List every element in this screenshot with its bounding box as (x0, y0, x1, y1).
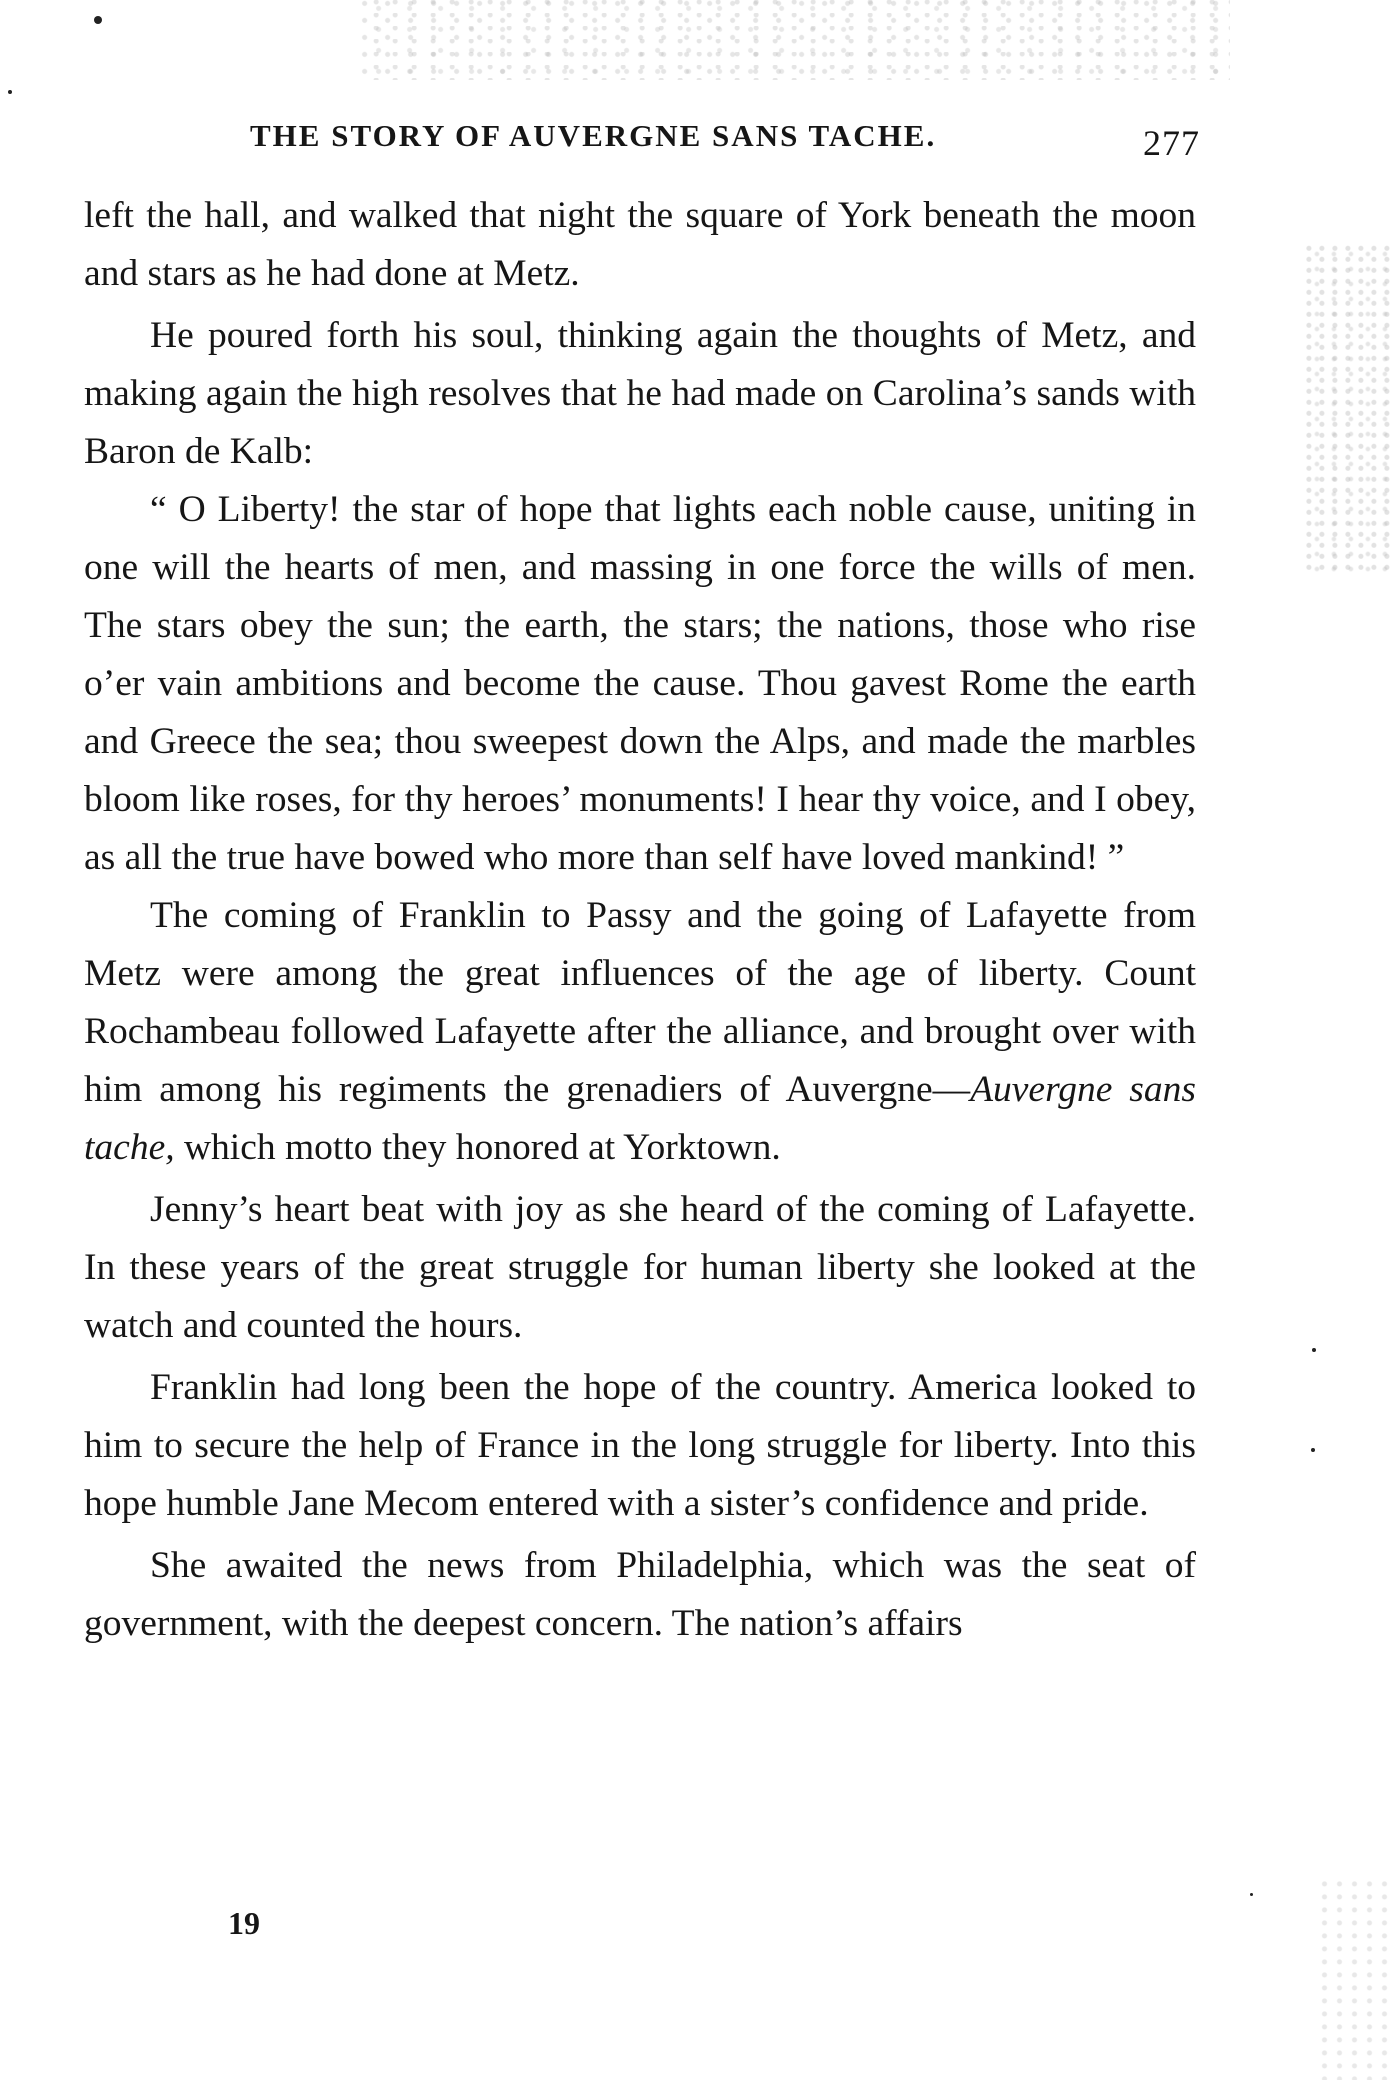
paragraph-text: The coming of Franklin to Passy and the going of Lafayette from Metz were among the great influences of the age of liberty. Count Rochambeau followed Lafayette after the alliance, and brought over with him among his regiments the grenadiers of Auvergne— (84, 895, 1196, 1110)
signature-mark: 19 (228, 1905, 260, 1941)
scan-noise-margin (1305, 245, 1390, 575)
scan-noise-margin-lower (1320, 1880, 1390, 2080)
scan-noise-top (360, 0, 1230, 80)
ink-speck (94, 16, 102, 24)
ink-speck (1312, 1348, 1316, 1352)
paragraph (84, 887, 1196, 1177)
paragraph: left the hall, and walked that night the square of York beneath the moon and stars as he had done at Metz. (84, 195, 1196, 294)
paragraph: He poured forth his soul, thinking again the thoughts of Metz, and making again the high resolves that he had made on Carolina’s sands with Baron de Kalb: (84, 315, 1196, 472)
paragraph: Franklin had long been the hope of the country. America looked to him to secure the help of France in the long struggle for liberty. Into this hope humble Jane Mecom entered with a sister’s confidence and pride. (84, 1367, 1196, 1524)
page-number: 277 (1143, 123, 1200, 163)
ink-speck (1311, 1448, 1315, 1452)
paragraph: She awaited the news from Philadelphia, which was the seat of government, with the deepest concern. The nation’s affairs (84, 1545, 1196, 1644)
running-head: THE STORY OF AUVERGNE SANS TACHE. (250, 118, 937, 153)
ink-speck (8, 90, 12, 94)
ink-speck (1250, 1893, 1253, 1896)
italic-motto: Auvergne sans tache, (84, 1069, 1196, 1168)
body-text (84, 187, 1196, 1653)
page-header (250, 118, 1200, 163)
paragraph: “ O Liberty! the star of hope that lights each noble cause, uniting in one will the hearts of men, and massing in one force the wills of men. The stars obey the sun; the earth, the stars; the nations, those who rise o’er vain ambitions and become the cause. Thou gavest Rome the earth and Greece the sea; thou sweepest down the Alps, and made the marbles bloom like roses, for thy heroes’ monuments! I hear thy voice, and I obey, as all the true have bowed who more than self have loved mankind! ” (84, 489, 1196, 878)
paragraph: Jenny’s heart beat with joy as she heard of the coming of Lafayette. In these years of the great struggle for human liberty she looked at the watch and counted the hours. (84, 1189, 1196, 1346)
paragraph-text: which motto they honored at Yorktown. (174, 1127, 781, 1168)
